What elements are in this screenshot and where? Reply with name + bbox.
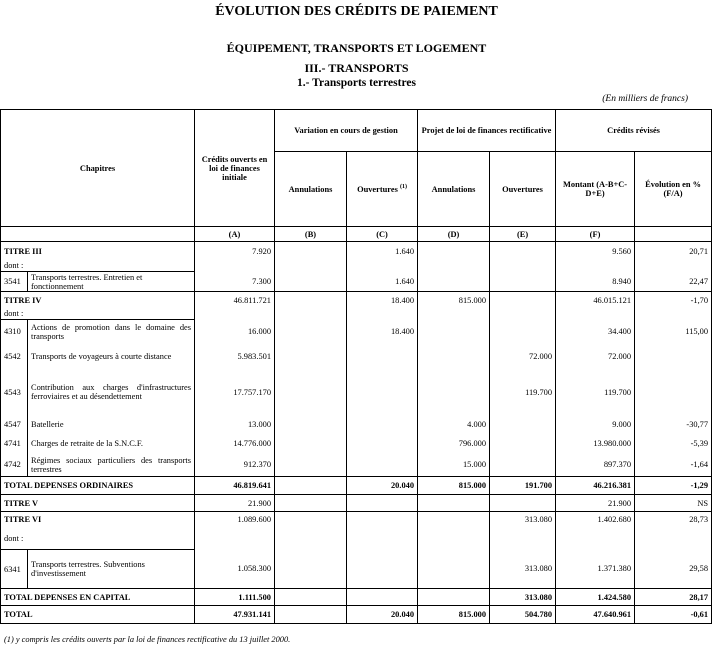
table-row: 4542 Transports de voyageurs à courte distance 5.983.501 72.000 72.000: [1, 344, 712, 369]
table-row: TITRE VI 1.089.600 313.080 1.402.680 28,73: [1, 512, 712, 528]
table-row: dont :: [1, 309, 712, 320]
header-credits-ouverts: Crédits ouverts en loi de finances initiale: [195, 110, 275, 227]
table-row: 4742 Régimes sociaux particuliers des transports terrestres 912.370 15.000 897.370 -1,64: [1, 454, 712, 477]
table-row-total: TOTAL DEPENSES EN CAPITAL 1.111.500 313.080 1.424.580 28,17: [1, 589, 712, 606]
credits-table: [0, 109, 712, 624]
letter-c: (C): [347, 227, 418, 242]
header-credits-revises: Crédits révisés: [556, 110, 712, 152]
header-montant: Montant (A-B+C-D+E): [556, 152, 635, 227]
page-title: ÉVOLUTION DES CRÉDITS DE PAIEMENT: [215, 4, 498, 19]
header-ouvertures-2: Ouvertures: [490, 152, 556, 227]
footnote: (1) y compris les crédits ouverts par la loi de finances rectificative du 13 juillet 2000.: [4, 635, 291, 644]
header-row-1: [1, 110, 712, 152]
header-evolution: Évolution en % (F/A): [635, 152, 712, 227]
header-ouvertures: Ouvertures $^{(1)}$: [347, 152, 418, 227]
header-letters-row: [1, 227, 712, 242]
header-chapitres: Chapitres: [1, 110, 195, 227]
header-variation: Variation en cours de gestion: [275, 110, 418, 152]
table-row: TITRE V 21.900 21.900 NS: [1, 495, 712, 512]
letter-f: (F): [556, 227, 635, 242]
letter-d: (D): [418, 227, 490, 242]
unit-note: (En milliers de francs): [602, 94, 688, 104]
header-annulations: Annulations: [275, 152, 347, 227]
table-row: 6341 Transports terrestres. Subventions d'investissement 1.058.300 313.080 1.371.380 29,58: [1, 550, 712, 589]
table-row: dont :: [1, 528, 712, 550]
table-row-total: TOTAL DEPENSES ORDINAIRES 46.819.641 20.040 815.000 191.700 46.216.381 -1,29: [1, 477, 712, 495]
table-row-grand-total: TOTAL 47.931.141 20.040 815.000 504.780 47.640.961 -0,61: [1, 606, 712, 624]
header-projet: Projet de loi de finances rectificative: [418, 110, 556, 152]
table-row: 4310 Actions de promotion dans le domaine des transports 16.000 18.400 34.400 115,00: [1, 320, 712, 344]
subsection-subtitle: 1.- Transports terrestres: [297, 77, 416, 89]
table-row: 4543 Contribution aux charges d'infrastructures ferroviaires et au désendettement 17.757.170 119.700 119.700: [1, 369, 712, 416]
letter-e: (E): [490, 227, 556, 242]
section-subtitle: III.- TRANSPORTS: [304, 61, 409, 75]
letter-b: (B): [275, 227, 347, 242]
table-row: 4741 Charges de retraite de la S.N.C.F. 14.776.000 796.000 13.980.000 -5,39: [1, 434, 712, 454]
ministry-subtitle: ÉQUIPEMENT, TRANSPORTS ET LOGEMENT: [226, 41, 487, 55]
letter-a: (A): [195, 227, 275, 242]
header-annulations-2: Annulations: [418, 152, 490, 227]
table-row: dont :: [1, 261, 712, 272]
table-row: 4547 Batellerie 13.000 4.000 9.000 -30,77: [1, 416, 712, 434]
table-row: 3541 Transports terrestres. Entretien et fonctionnement 7.300 1.640 8.940 22,47: [1, 272, 712, 292]
table-row: TITRE IV 46.811.721 18.400 815.000 46.015.121 -1,70: [1, 292, 712, 309]
table-row: TITRE III 7.920 1.640 9.560 20,71: [1, 242, 712, 261]
